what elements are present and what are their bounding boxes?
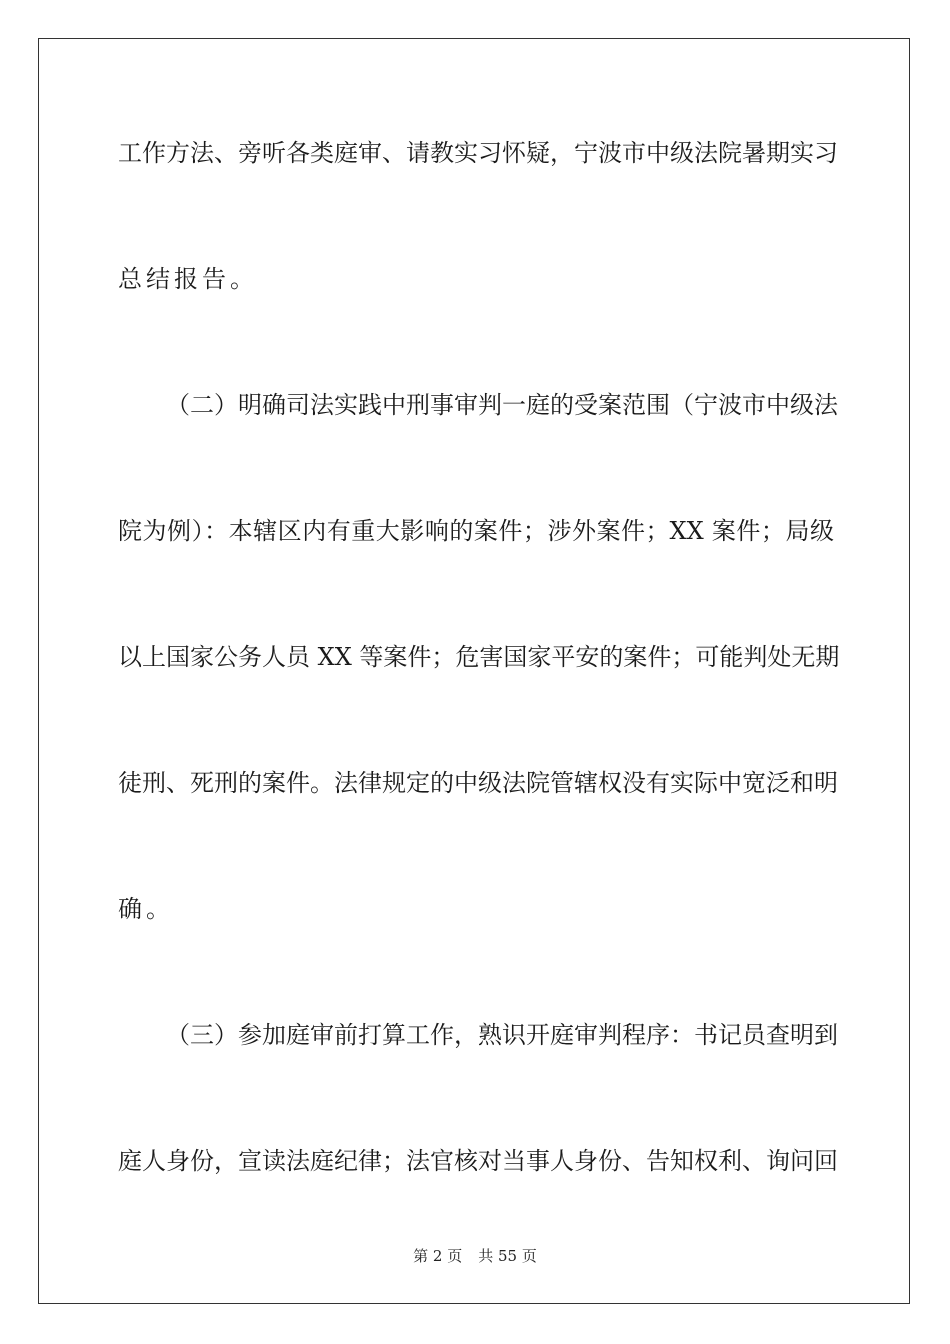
text-line-1: 工作方法、旁听各类庭审、请教实习怀疑，宁波市中级法院暑期实习 bbox=[118, 139, 838, 167]
text-line-5: 以上国家公务人员 XX 等案件；危害国家平安的案件；可能判处无期 bbox=[118, 643, 840, 671]
document-body bbox=[118, 122, 840, 1193]
text-line-2: 总结报告。 bbox=[118, 265, 258, 293]
page-footer bbox=[0, 1246, 950, 1266]
text-line-9: 庭人身份，宣读法庭纪律；法官核对当事人身份、告知权利、询问回 bbox=[118, 1147, 838, 1175]
text-line-7: 确。 bbox=[118, 895, 174, 923]
page-number: 第 2 页 bbox=[413, 1247, 463, 1265]
paragraph-3-start: （三）参加庭审前打算工作，熟识开庭审判程序：书记员查明到 bbox=[166, 1021, 838, 1049]
text-line-6: 徒刑、死刑的案件。法律规定的中级法院管辖权没有实际中宽泛和明 bbox=[118, 769, 838, 797]
paragraph-2-start: （二）明确司法实践中刑事审判一庭的受案范围（宁波市中级法 bbox=[166, 391, 838, 419]
page-total: 共 55 页 bbox=[478, 1247, 537, 1265]
text-line-4: 院为例）：本辖区内有重大影响的案件；涉外案件；XX 案件；局级 bbox=[118, 517, 834, 545]
